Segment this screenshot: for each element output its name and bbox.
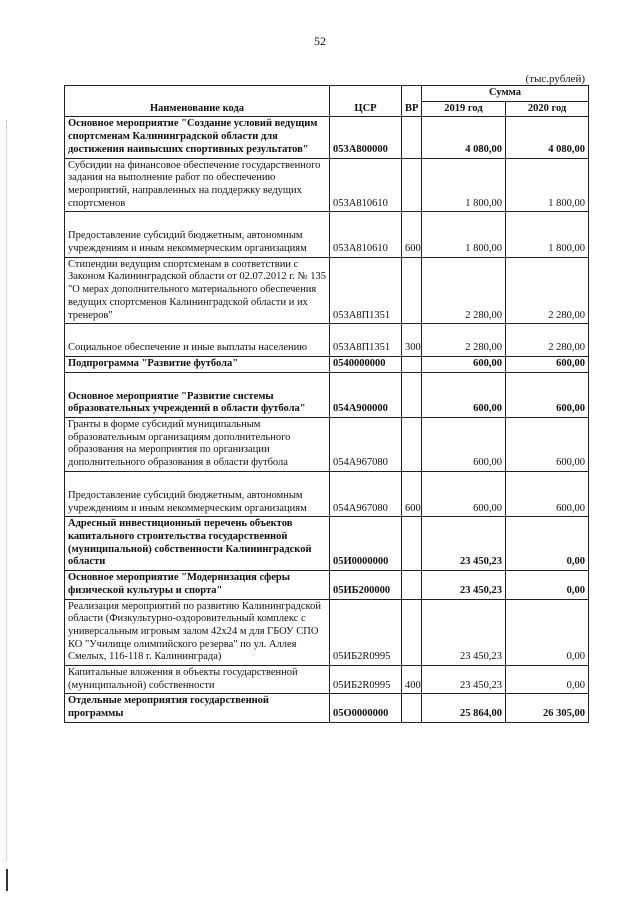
row-vr: [402, 599, 422, 666]
row-csr: 05И0000000: [330, 517, 402, 571]
row-vr: [402, 257, 422, 324]
row-value-2020: 2 280,00: [506, 257, 589, 324]
table-row: [65, 571, 589, 599]
row-value-2020: 4 080,00: [506, 117, 589, 158]
row-csr: 05ИБ2R0995: [330, 599, 402, 666]
row-value-2019: 2 280,00: [422, 257, 506, 324]
table-row: [65, 257, 589, 324]
row-vr: 600: [402, 212, 422, 257]
row-name: Капитальные вложения в объекты государственной (муниципальной) собственности: [65, 666, 330, 694]
row-value-2019: 23 450,23: [422, 666, 506, 694]
table-row: [65, 517, 589, 571]
row-csr: 053А810610: [330, 158, 402, 212]
row-vr: [402, 571, 422, 599]
table-row: [65, 471, 589, 516]
row-csr: 053А810610: [330, 212, 402, 257]
row-csr: 054А900000: [330, 372, 402, 417]
row-vr: [402, 158, 422, 212]
row-value-2020: 0,00: [506, 517, 589, 571]
row-vr: 300: [402, 324, 422, 357]
header-csr: ЦСР: [330, 86, 402, 117]
row-name: Гранты в форме субсидий муниципальным образовательным организациям дополнительного образования на мероприятия по организации дополнительного образования в области футбола: [65, 418, 330, 472]
row-csr: 05О0000000: [330, 694, 402, 722]
row-vr: [402, 356, 422, 372]
units-label: (тыс.рублей): [525, 73, 585, 85]
row-csr: 05ИБ200000: [330, 571, 402, 599]
row-csr: 0540000000: [330, 356, 402, 372]
header-sum: Сумма: [422, 86, 589, 102]
page-number: 52: [314, 34, 326, 48]
row-vr: [402, 418, 422, 472]
row-csr: 05ИБ2R0995: [330, 666, 402, 694]
budget-table: [64, 85, 589, 723]
table-row: [65, 694, 589, 722]
row-csr: 053А8П1351: [330, 257, 402, 324]
row-value-2019: 2 280,00: [422, 324, 506, 357]
header-2020: 2020 год: [506, 101, 589, 117]
margin-mark: [6, 869, 8, 891]
row-name: Предоставление субсидий бюджетным, автономным учреждениям и иным некоммерческим организациям: [65, 471, 330, 516]
row-value-2019: 25 864,00: [422, 694, 506, 722]
row-value-2019: 23 450,23: [422, 517, 506, 571]
row-value-2020: 0,00: [506, 599, 589, 666]
row-name: Основное мероприятие "Развитие системы образовательных учреждений в области футбола": [65, 372, 330, 417]
row-value-2019: 600,00: [422, 372, 506, 417]
row-value-2019: 1 800,00: [422, 212, 506, 257]
row-value-2019: 600,00: [422, 356, 506, 372]
table-row: [65, 666, 589, 694]
row-value-2020: 600,00: [506, 372, 589, 417]
row-vr: 400: [402, 666, 422, 694]
row-name: Отдельные мероприятия государственной программы: [65, 694, 330, 722]
row-value-2020: 1 800,00: [506, 158, 589, 212]
row-value-2020: 600,00: [506, 471, 589, 516]
header-2019: 2019 год: [422, 101, 506, 117]
row-name: Стипендии ведущим спортсменам в соответствии с Законом Калининградской области от 02.07.2012 г. № 135 "О мерах дополнительного материального обеспечения ведущих спортсменов Калининградской области и их тренеров": [65, 257, 330, 324]
row-value-2020: 2 280,00: [506, 324, 589, 357]
row-vr: [402, 372, 422, 417]
table-row: [65, 324, 589, 357]
row-csr: 053А8П1351: [330, 324, 402, 357]
table-row: [65, 372, 589, 417]
row-value-2019: 1 800,00: [422, 158, 506, 212]
row-value-2020: 26 305,00: [506, 694, 589, 722]
row-value-2020: 600,00: [506, 418, 589, 472]
row-name: Основное мероприятие "Создание условий ведущим спортсменам Калининградской области для достижения наивысших спортивных результатов": [65, 117, 330, 158]
row-value-2020: 0,00: [506, 666, 589, 694]
row-name: Предоставление субсидий бюджетным, автономным учреждениям и иным некоммерческим организациям: [65, 212, 330, 257]
row-value-2020: 1 800,00: [506, 212, 589, 257]
row-vr: 600: [402, 471, 422, 516]
row-name: Основное мероприятие "Модернизация сферы физической культуры и спорта": [65, 571, 330, 599]
row-name: Подпрограмма "Развитие футбола": [65, 356, 330, 372]
row-value-2019: 600,00: [422, 418, 506, 472]
row-csr: 054А967080: [330, 471, 402, 516]
row-vr: [402, 694, 422, 722]
header-name: Наименование кода: [65, 86, 330, 117]
row-value-2019: 4 080,00: [422, 117, 506, 158]
header-vr: ВР: [402, 86, 422, 117]
row-csr: 053А800000: [330, 117, 402, 158]
row-name: Адресный инвестиционный перечень объектов капитального строительства государственной (муниципальной) собственности Калининградской области: [65, 517, 330, 571]
row-name: Социальное обеспечение и иные выплаты населению: [65, 324, 330, 357]
table-row: [65, 418, 589, 472]
table-row: [65, 356, 589, 372]
row-name: Субсидии на финансовое обеспечение государственного задания на выполнение работ по обеспечению мероприятий, направленных на поддержку ведущих спортсменов: [65, 158, 330, 212]
row-value-2019: 23 450,23: [422, 571, 506, 599]
table-row: [65, 212, 589, 257]
row-csr: 054А967080: [330, 418, 402, 472]
row-value-2019: 600,00: [422, 471, 506, 516]
row-vr: [402, 117, 422, 158]
table-row: [65, 117, 589, 158]
row-value-2020: 0,00: [506, 571, 589, 599]
row-value-2019: 23 450,23: [422, 599, 506, 666]
table-body: [65, 117, 589, 722]
row-value-2020: 600,00: [506, 356, 589, 372]
row-name: Реализация мероприятий по развитию Калининградской области (Физкультурно-оздоровительный комплекс с универсальным игровым залом 42х24 м для ГБОУ СПО КО "Училище олимпийского резерва" по ул. Аллея Смелых, 116-118 г. Калининграда): [65, 599, 330, 666]
table-row: [65, 158, 589, 212]
row-vr: [402, 517, 422, 571]
margin-guide: [6, 120, 8, 860]
table-row: [65, 599, 589, 666]
